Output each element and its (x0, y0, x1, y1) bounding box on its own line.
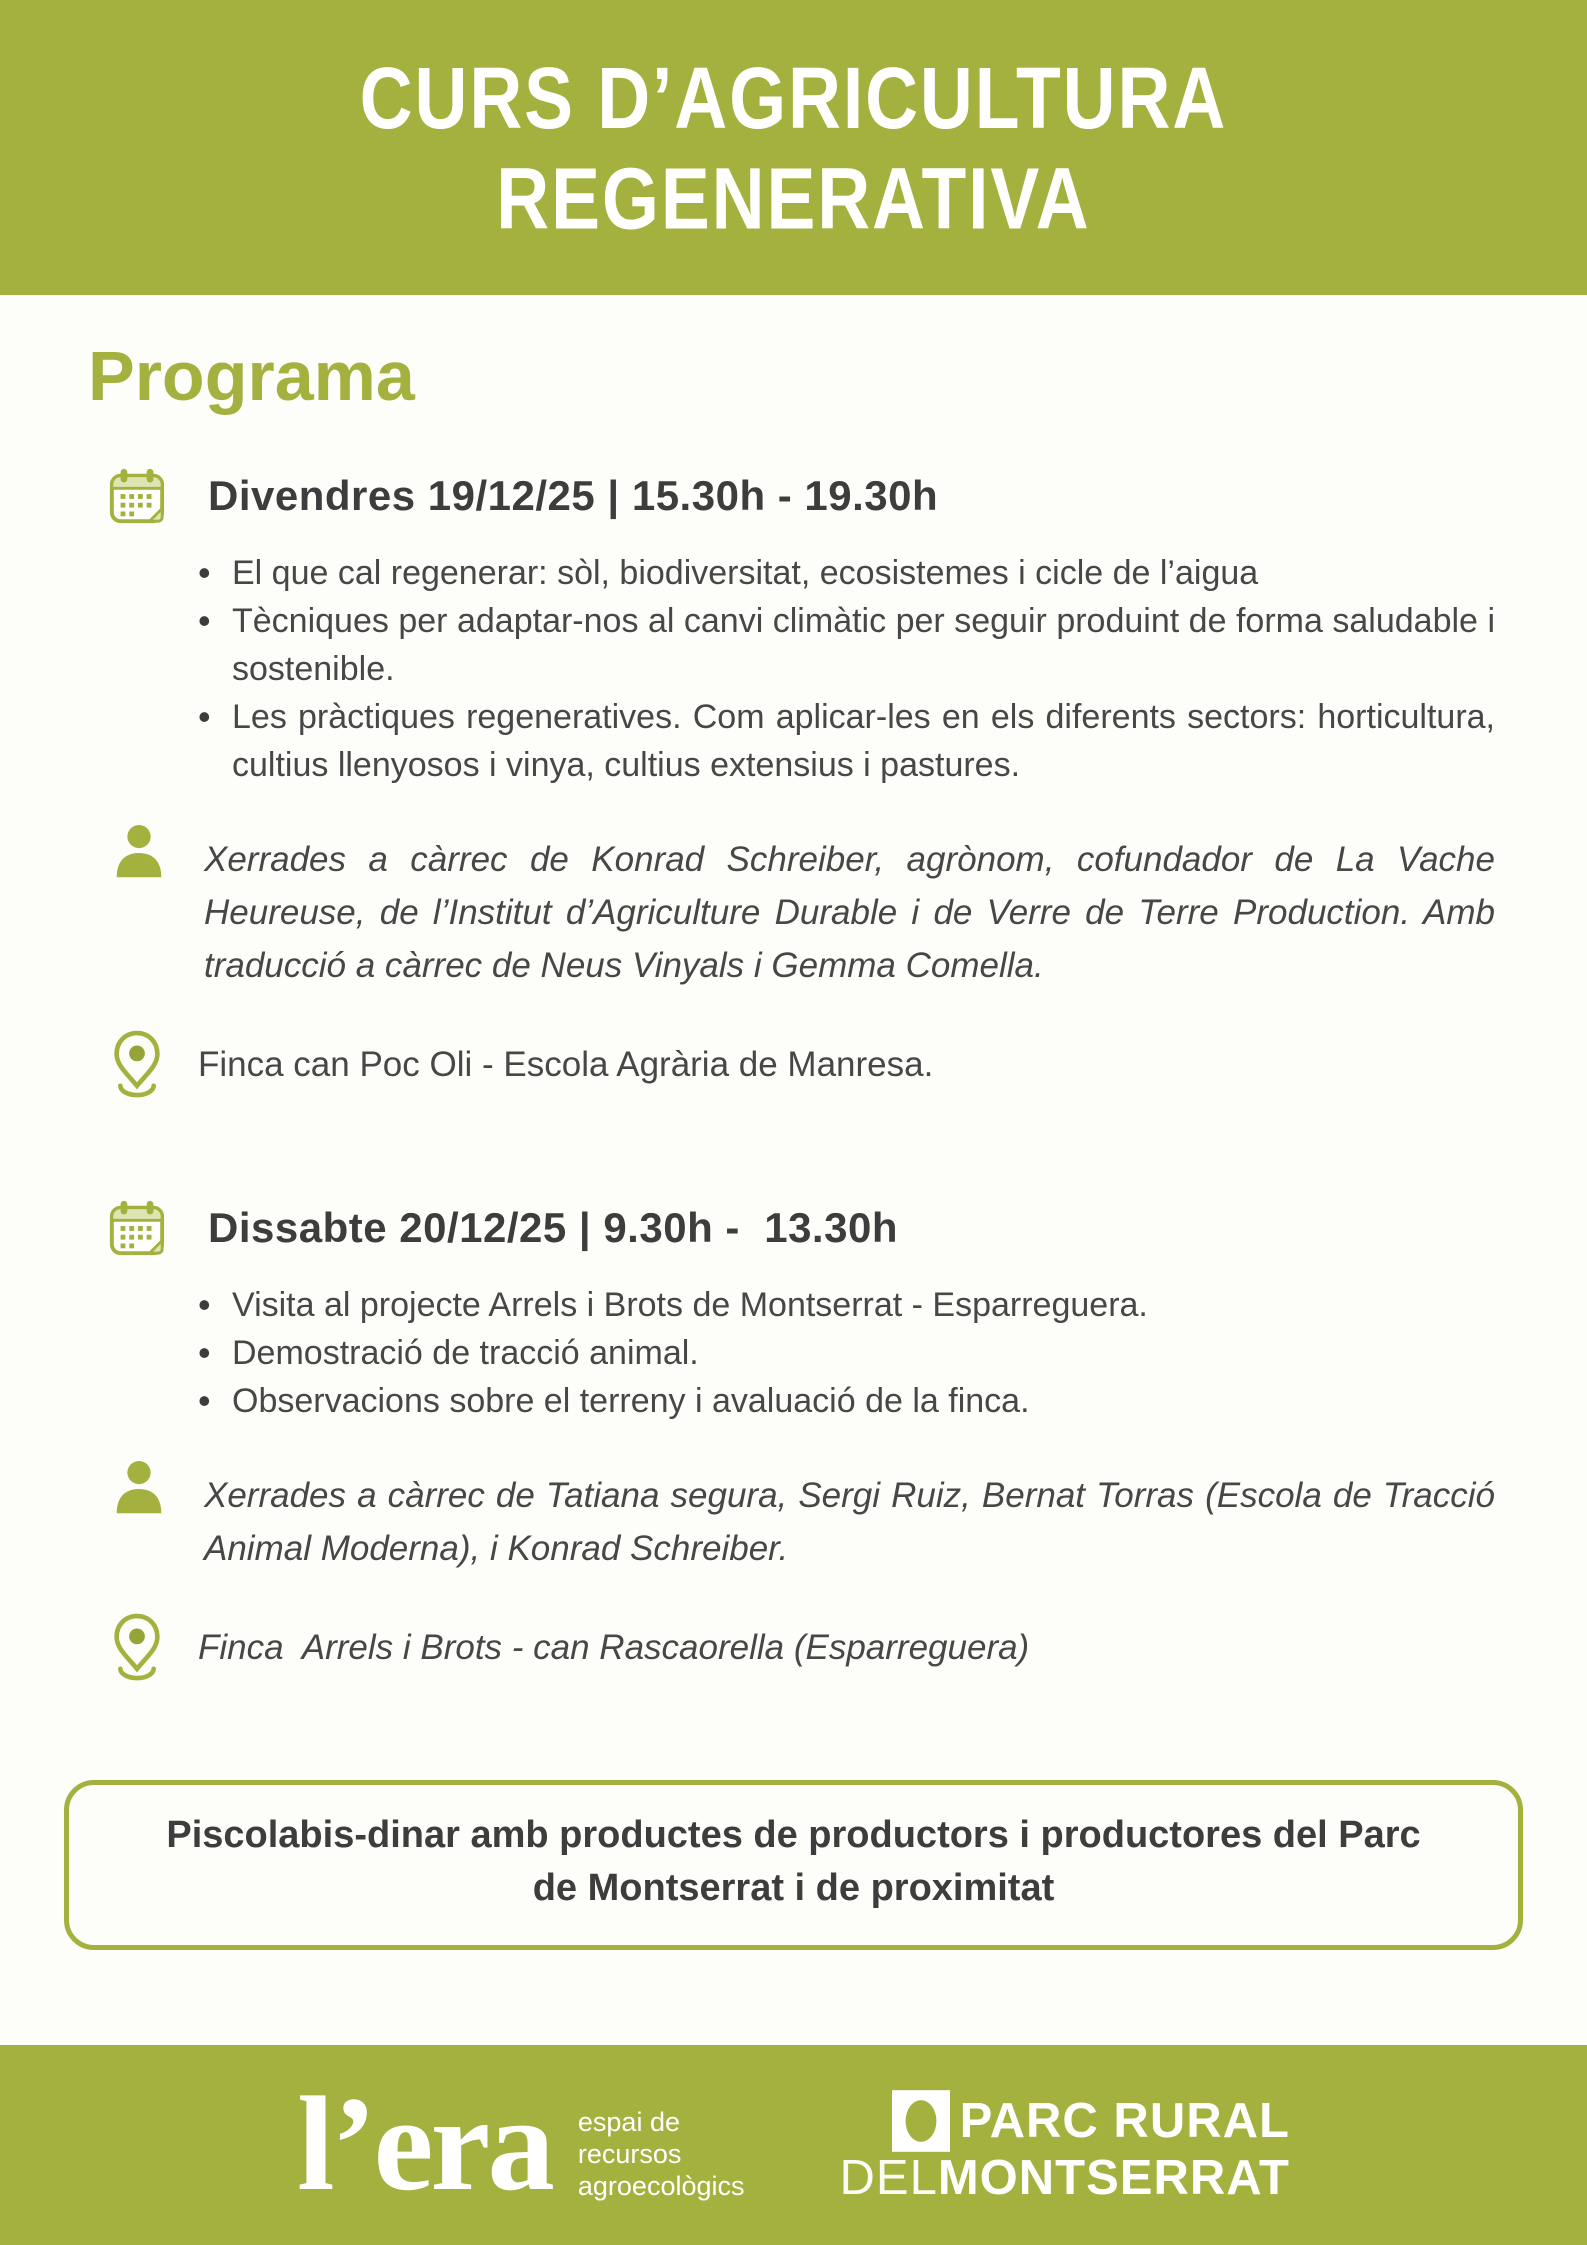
lera-logo-tagline (578, 2106, 745, 2202)
parc-logo-line2 (840, 2152, 1290, 2204)
poster-title (360, 47, 1227, 249)
session-dissabte-topics (196, 1281, 1495, 1425)
topic-item: • El que cal regenerar: sòl, biodiversitat, ecosistemes i cicle de l’aigua (196, 549, 1495, 597)
parc-logo-line1: PARC RURAL (959, 2094, 1290, 2148)
session-divendres-location (112, 1028, 1495, 1101)
topic-item: • Demostració de tracció animal. (196, 1329, 1495, 1377)
location-text: Finca can Poc Oli - Escola Agrària de Manresa. (198, 1044, 934, 1084)
topic-item: • Tècniques per adaptar-nos al canvi climàtic per seguir produint de forma saludable i sostenible. (196, 597, 1495, 693)
topic-item: • Observacions sobre el terreny i avaluació de la finca. (196, 1377, 1495, 1425)
parc-rural-logo (840, 2090, 1290, 2204)
person-icon (108, 1459, 170, 1521)
session-title: Dissabte 20/12/25 | 9.30h - 13.30h (208, 1204, 898, 1251)
parc-logo-del: DEL (839, 2151, 938, 2205)
session-divendres-topics (196, 549, 1495, 789)
location-text: Finca Arrels i Brots - can Rascaorella (Esparreguera) (198, 1627, 1030, 1667)
location-pin-icon (112, 1611, 162, 1684)
topic-item: • Visita al projecte Arrels i Brots de Montserrat - Esparreguera. (196, 1281, 1495, 1329)
parc-logo-montserrat: MONTSERRAT (937, 2151, 1290, 2205)
session-divendres-speakers (108, 823, 1505, 992)
speakers-text: Xerrades a càrrec de Konrad Schreiber, agrònom, cofundador de La Vache Heureuse, de l’Institut d’Agriculture Durable i de Verre de Terre Production. Amb traducció a càrrec de Neus Vinyals i Gemma Comella. (204, 840, 1505, 985)
session-dissabte-header (108, 1199, 1495, 1257)
poster-title-line1: CURS D’AGRICULTURA (359, 47, 1228, 147)
notice-box: Piscolabis-dinar amb productes de productors i productores del Parc de Montserrat i de proximitat (64, 1780, 1523, 1950)
topic-item: • Les pràctiques regeneratives. Com aplicar-les en els diferents sectors: horticultura, cultius llenyosos i vinya, cultius extensius i pastures. (196, 693, 1495, 789)
lera-tagline-line: agroecològics (577, 2171, 745, 2201)
lera-tagline-line: recursos (577, 2139, 682, 2169)
programa-heading: Programa (88, 337, 415, 415)
calendar-icon (108, 1199, 166, 1257)
session-divendres-header (108, 467, 1495, 525)
session-dissabte-speakers (108, 1459, 1504, 1575)
session-divendres (0, 415, 1587, 1101)
speakers-text: Xerrades a càrrec de Tatiana segura, Sergi Ruiz, Bernat Torras (Escola de Tracció Animal Moderna), i Konrad Schreiber. (204, 1476, 1504, 1568)
person-icon (108, 823, 170, 885)
session-dissabte (0, 1101, 1587, 1684)
location-pin-icon (112, 1028, 162, 1101)
parc-square-icon (892, 2090, 950, 2152)
session-dissabte-location (112, 1611, 1495, 1684)
lera-tagline-line: espai de (577, 2107, 680, 2137)
lera-logo-name: l’era (297, 2070, 552, 2219)
header-banner (0, 0, 1587, 295)
footer-band (0, 2045, 1587, 2245)
calendar-icon (108, 467, 166, 525)
poster-title-line2: REGENERATIVA (496, 148, 1091, 248)
lera-logo (297, 2070, 745, 2219)
session-title: Divendres 19/12/25 | 15.30h - 19.30h (208, 472, 939, 519)
